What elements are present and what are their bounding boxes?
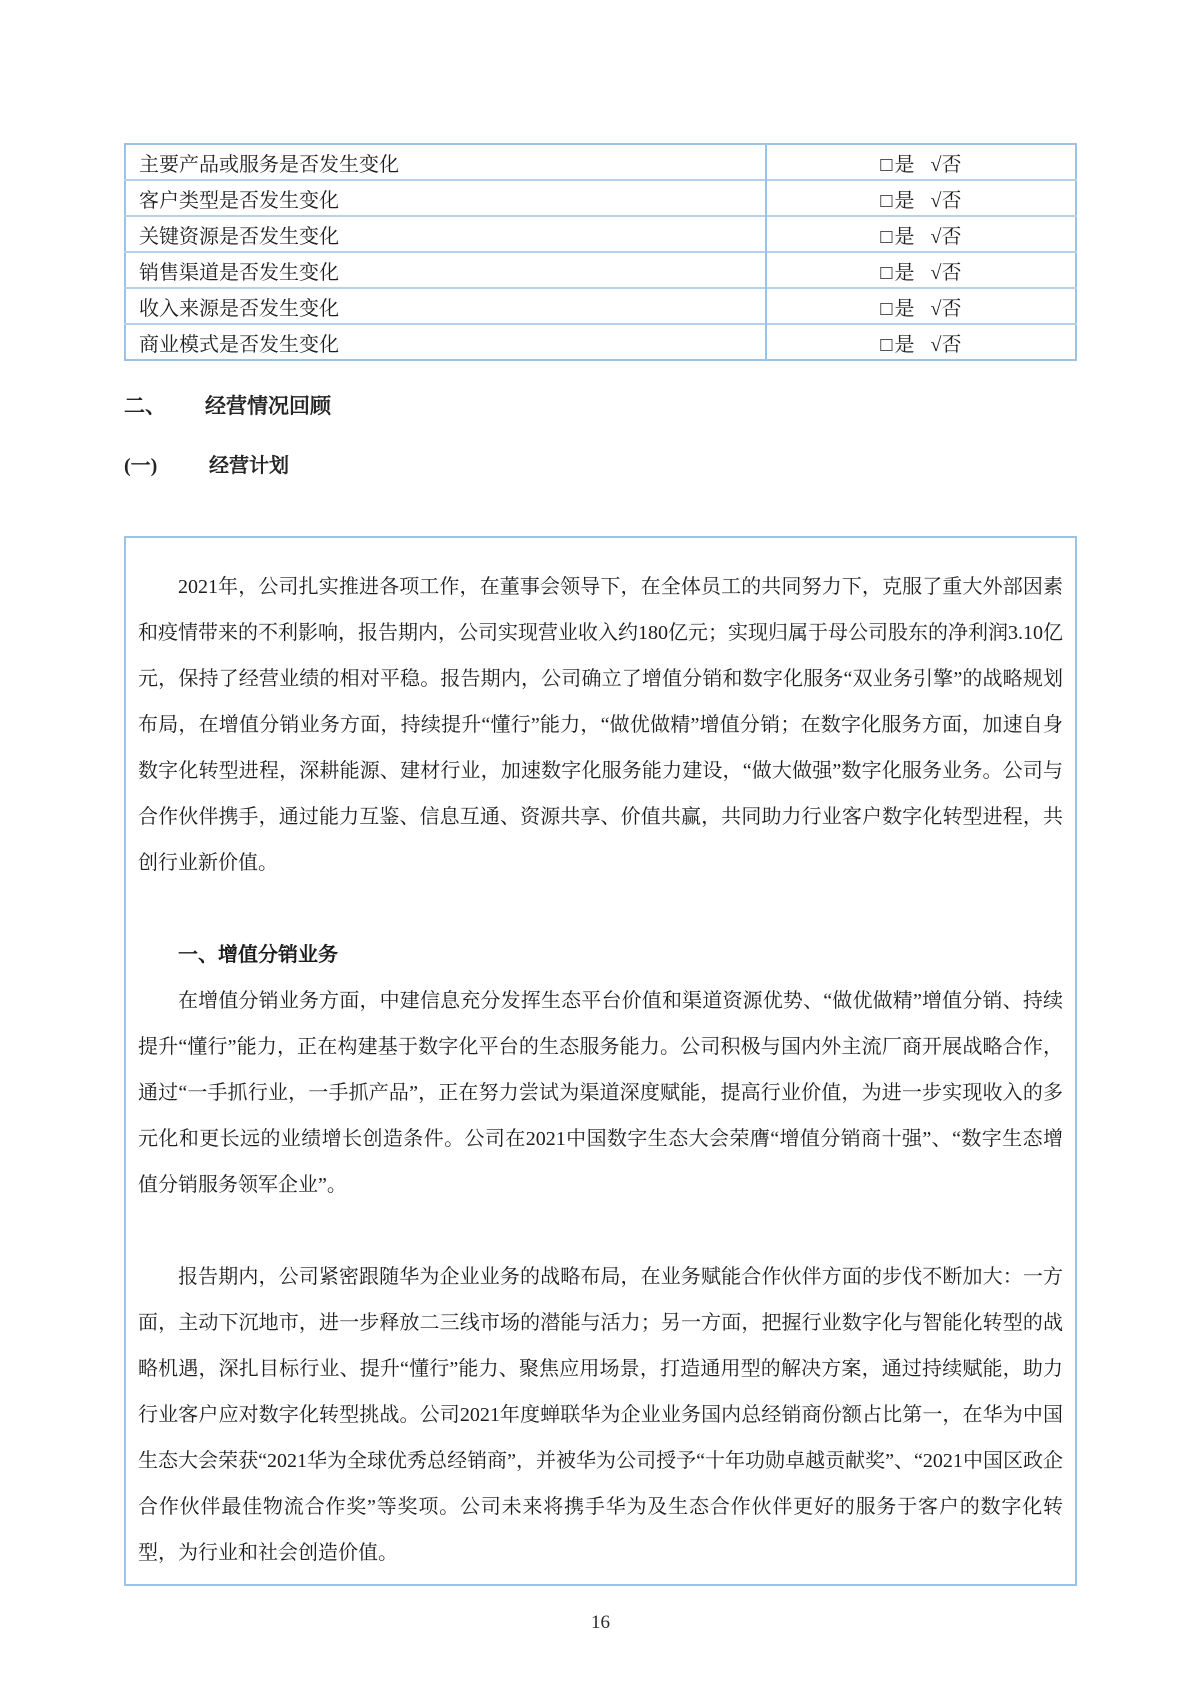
yes-label: 是 — [894, 261, 915, 284]
answer-cell — [766, 324, 1076, 360]
yes-label: 是 — [894, 333, 915, 356]
question-cell: 收入来源是否发生变化 — [125, 288, 766, 324]
page-content-area — [124, 143, 1077, 1634]
change-status-table — [124, 143, 1077, 361]
body-paragraph-2: 在增值分销业务方面，中建信息充分发挥生态平台价值和渠道资源优势、“做优做精”增值分销、持续提升“懂行”能力，正在构建基于数字化平台的生态服务能力。公司积极与国内外主流厂商开展战略合作，通过“一手抓行业，一手抓产品”，正在努力尝试为渠道深度赋能，提高行业价值，为进一步实现收入的多元化和更长远的业绩增长创造条件。公司在2021中国数字生态大会荣膺“增值分销商十强”、“数字生态增值分销服务领军企业”。 — [138, 990, 1063, 1196]
yes-label: 是 — [894, 297, 915, 320]
yes-label: 是 — [894, 225, 915, 248]
table-row — [125, 324, 1076, 360]
table-row — [125, 180, 1076, 216]
checkbox-unchecked-icon: □ — [880, 189, 895, 212]
answer-cell — [766, 252, 1076, 288]
subsection-number: (一) — [124, 455, 158, 477]
yes-label: 是 — [894, 189, 915, 212]
business-subheading: 一、增值分销业务 — [178, 944, 338, 966]
subsection-title: 经营计划 — [209, 455, 289, 477]
no-label: 否 — [941, 333, 962, 356]
question-cell: 主要产品或服务是否发生变化 — [125, 144, 766, 180]
answer-cell — [766, 288, 1076, 324]
table-row — [125, 288, 1076, 324]
checkmark-icon: √ — [930, 189, 942, 212]
table-row — [125, 216, 1076, 252]
question-cell: 关键资源是否发生变化 — [125, 216, 766, 252]
answer-cell — [766, 216, 1076, 252]
answer-cell — [766, 144, 1076, 180]
table-row — [125, 144, 1076, 180]
no-label: 否 — [941, 189, 962, 212]
no-label: 否 — [941, 153, 962, 176]
no-label: 否 — [941, 261, 962, 284]
section-heading — [124, 391, 1077, 421]
checkbox-unchecked-icon: □ — [880, 261, 895, 284]
body-paragraph-3: 报告期内，公司紧密跟随华为企业业务的战略布局，在业务赋能合作伙伴方面的步伐不断加大：一方面，主动下沉地市，进一步释放二三线市场的潜能与活力；另一方面，把握行业数字化与智能化转型的战略机遇，深扎目标行业、提升“懂行”能力、聚焦应用场景，打造通用型的解决方案，通过持续赋能，助力行业客户应对数字化转型挑战。公司2021年度蝉联华为企业业务国内总经销商份额占比第一，在华为中国生态大会荣获“2021华为全球优秀总经销商”，并被华为公司授予“十年功勋卓越贡献奖”、“2021中国区政企合作伙伴最佳物流合作奖”等奖项。公司未来将携手华为及生态合作伙伴更好的服务于客户的数字化转型，为行业和社会创造价值。 — [138, 1266, 1063, 1564]
change-table-body — [125, 144, 1076, 360]
page-number: 16 — [591, 1612, 610, 1633]
checkmark-icon: √ — [930, 333, 942, 356]
section-number: 二、 — [124, 394, 166, 418]
question-cell: 商业模式是否发生变化 — [125, 324, 766, 360]
checkbox-unchecked-icon: □ — [880, 333, 895, 356]
checkbox-unchecked-icon: □ — [880, 225, 895, 248]
checkmark-icon: √ — [930, 297, 942, 320]
yes-label: 是 — [894, 153, 915, 176]
checkmark-icon: √ — [930, 225, 942, 248]
subsection-heading — [124, 452, 1077, 480]
no-label: 否 — [941, 225, 962, 248]
checkbox-unchecked-icon: □ — [880, 153, 895, 176]
report-text-box — [124, 536, 1077, 1586]
body-paragraph-1: 2021年，公司扎实推进各项工作，在董事会领导下，在全体员工的共同努力下，克服了重大外部因素和疫情带来的不利影响，报告期内，公司实现营业收入约180亿元；实现归属于母公司股东的净利润3.10亿元，保持了经营业绩的相对平稳。报告期内，公司确立了增值分销和数字化服务“双业务引擎”的战略规划布局，在增值分销业务方面，持续提升“懂行”能力，“做优做精”增值分销；在数字化服务方面，加速自身数字化转型进程，深耕能源、建材行业，加速数字化服务能力建设，“做大做强”数字化服务业务。公司与合作伙伴携手，通过能力互鉴、信息互通、资源共享、价值共赢，共同助力行业客户数字化转型进程，共创行业新价值。 — [138, 576, 1063, 874]
table-row — [125, 252, 1076, 288]
no-label: 否 — [941, 297, 962, 320]
question-cell: 客户类型是否发生变化 — [125, 180, 766, 216]
question-cell: 销售渠道是否发生变化 — [125, 252, 766, 288]
answer-cell — [766, 180, 1076, 216]
checkmark-icon: √ — [930, 153, 942, 176]
section-title: 经营情况回顾 — [205, 394, 331, 418]
checkmark-icon: √ — [930, 261, 942, 284]
checkbox-unchecked-icon: □ — [880, 297, 895, 320]
